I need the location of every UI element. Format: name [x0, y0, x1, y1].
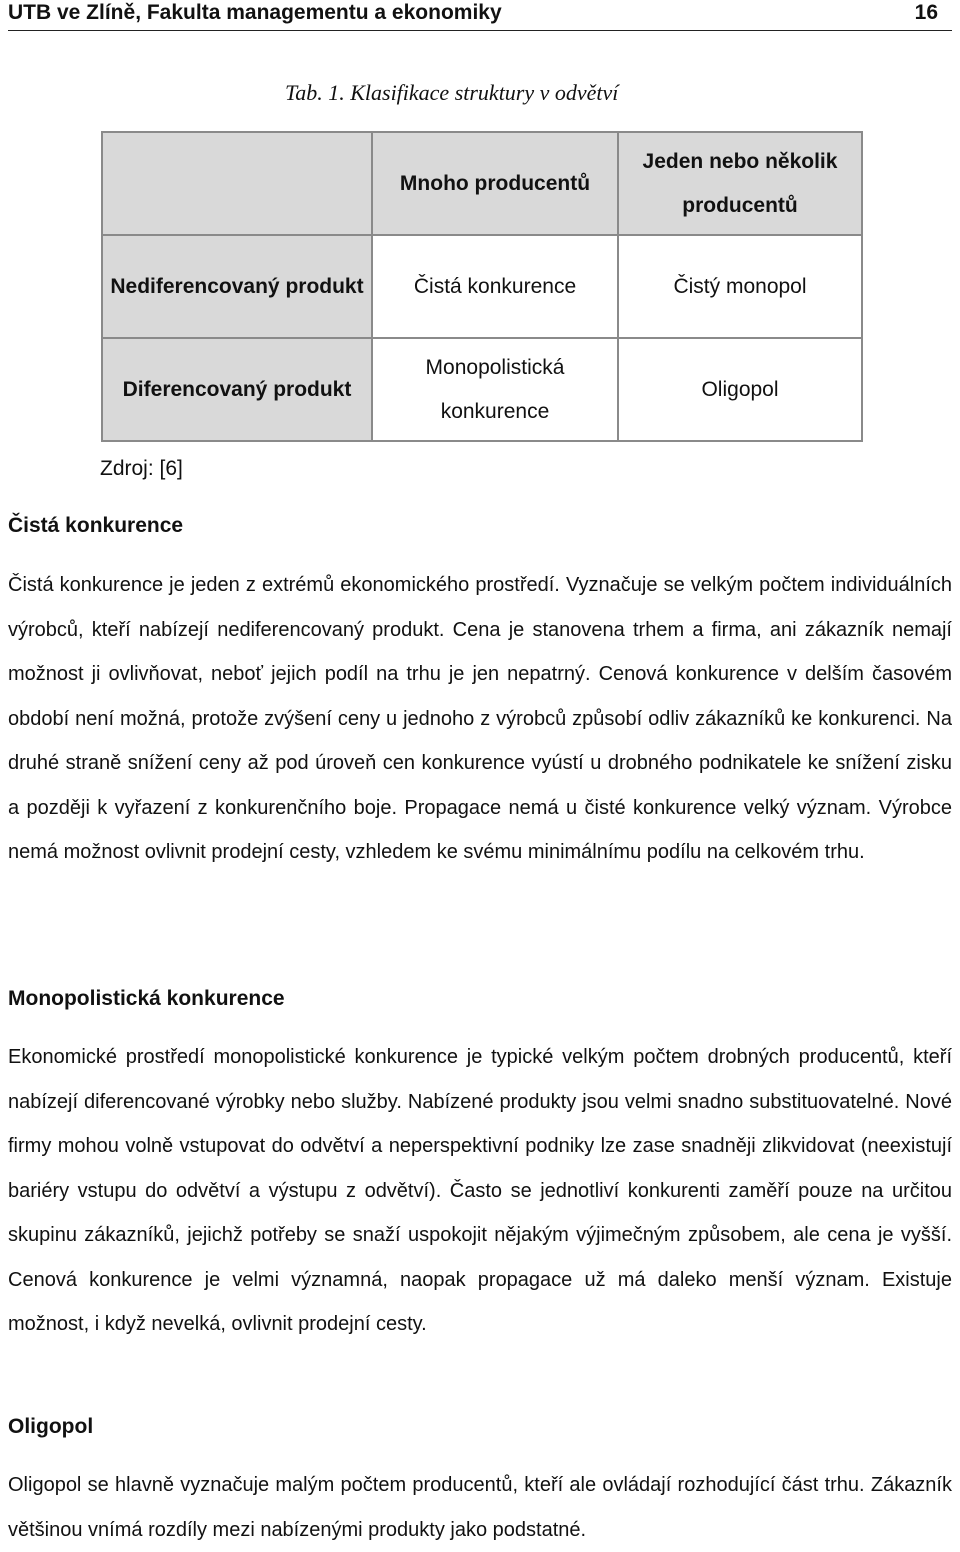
- header-title: UTB ve Zlíně, Fakulta managementu a ekonomiky: [8, 1, 502, 24]
- table-cell: Čistá konkurence: [372, 235, 618, 338]
- table-row: [102, 338, 862, 441]
- section-text-monopolistic-competition: Ekonomické prostředí monopolistické konkurence je typické velkým počtem drobných producentů, kteří nabízejí diferencované výrobky nebo služby. Nabízené produkty jsou velmi snadno substituovatelné. Nové firmy mohou volně vstupovat do odvětví a neperspektivní podniky lze zase snadněji zlikvidovat (neexistují bariéry vstupu do odvětví a výstupu z odvětví). Často se jednotliví konkurenti zaměří pouze na určitou skupinu zákazníků, jejichž potřeby se snaží uspokojit nějakým výjimečným způsobem, ale cena je vyšší. Cenová konkurence je velmi významná, naopak propagace už má daleko menší význam. Existuje možnost, i když nevelká, ovlivnit prodejní cesty.: [8, 1046, 952, 1335]
- classification-table: [101, 131, 863, 442]
- page-header: [8, 0, 952, 31]
- table-caption: Tab. 1. Klasifikace struktury v odvětví: [285, 80, 619, 105]
- table-row: [102, 235, 862, 338]
- table-cell: Oligopol: [618, 338, 862, 441]
- section-text-pure-competition: Čistá konkurence je jeden z extrémů ekonomického prostředí. Vyznačuje se velkým počtem individuálních výrobců, kteří nabízejí nediferencovaný produkt. Cena je stanovena trhem a firma, ani zákazník nemají možnost ji ovlivňovat, neboť jejich podíl na trhu je jen nepatrný. Cenová konkurence v delším časovém období není možná, protože zvýšení ceny u jednoho z výrobců způsobí odliv zákazníků ke konkurenci. Na druhé straně snížení ceny až pod úroveň cen konkurence vyústí u drobného podnikatele ke snížení zisku a později k vyřazení z konkurenčního boje. Propagace nemá u čisté konkurence velký význam. Výrobce nemá možnost ovlivnit prodejní cesty, vzhledem ke svému minimálnímu podílu na celkovém trhu.: [8, 574, 952, 863]
- row-header-undifferentiated: Nediferencovaný produkt: [102, 235, 372, 338]
- table-source: Zdroj: [6]: [100, 457, 183, 480]
- row-header-differentiated: Diferencovaný produkt: [102, 338, 372, 441]
- col-header-few: Jeden nebo několik producentů: [618, 132, 862, 235]
- table-cell: Monopolistická konkurence: [372, 338, 618, 441]
- section-heading-monopolistic-competition: Monopolistická konkurence: [8, 987, 285, 1010]
- page-number: 16: [914, 1, 938, 24]
- table-corner-cell: [102, 132, 372, 235]
- table-header-row: [102, 132, 862, 235]
- section-heading-oligopoly: Oligopol: [8, 1415, 94, 1438]
- col-header-many: Mnoho producentů: [372, 132, 618, 235]
- table-cell: Čistý monopol: [618, 235, 862, 338]
- section-heading-pure-competition: Čistá konkurence: [8, 514, 184, 537]
- section-text-oligopoly: Oligopol se hlavně vyznačuje malým počtem producentů, kteří ale ovládají rozhodující část trhu. Zákazník většinou vnímá rozdíly mezi nabízenými produkty jako podstatné.: [8, 1474, 952, 1541]
